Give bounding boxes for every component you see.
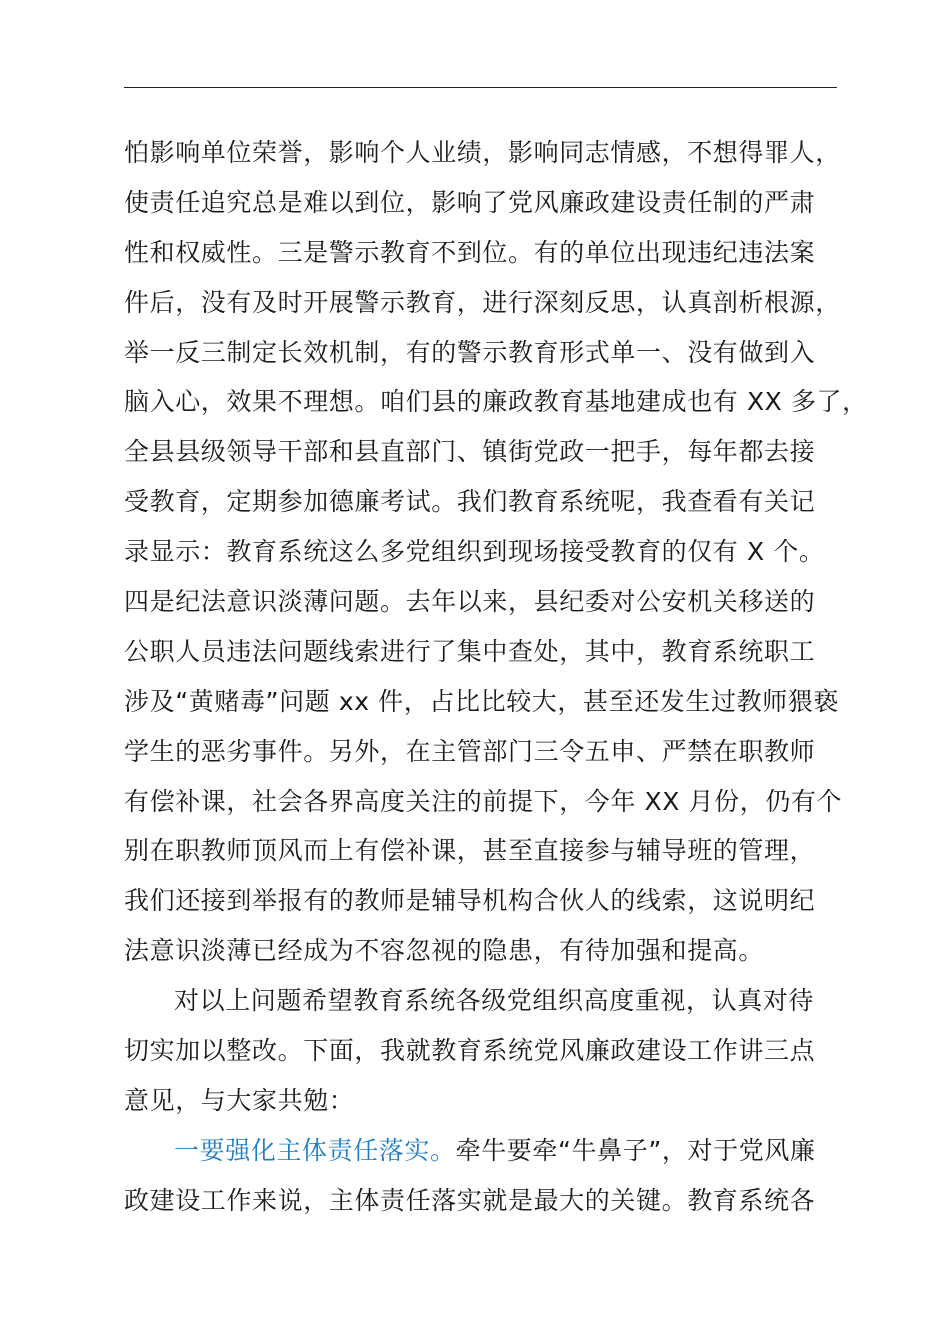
body-text	[124, 128, 868, 1226]
text-line: 我们还接到举报有的教师是辅导机构合伙人的线索，这说明纪	[124, 886, 816, 916]
text-line: 脑入心，效果不理想。咱们县的廉政教育基地建成也有 XX 多了，	[124, 387, 868, 417]
paragraph-line: 对以上问题希望教育系统各级党组织高度重视，认真对待	[174, 986, 815, 1016]
text-line: 有偿补课，社会各界高度关注的前提下，今年 XX 月份，仍有个	[124, 786, 843, 816]
text-line: 怕影响单位荣誉，影响个人业绩，影响同志情感，不想得罪人，	[124, 138, 841, 167]
text-line: 法意识淡薄已经成为不容忽视的隐患，有待加强和提高。	[124, 936, 765, 966]
section-heading: 一要强化主体责任落实。	[174, 1135, 456, 1165]
text-line: 录显示：教育系统这么多党组织到现场接受教育的仅有 X 个。	[124, 537, 825, 567]
paragraph-line	[124, 1126, 864, 1176]
text-line: 性和权威性。三是警示教育不到位。有的单位出现违纪违法案	[124, 237, 816, 267]
paragraph-line: 政建设工作来说，主体责任落实就是最大的关键。教育系统各	[124, 1185, 816, 1215]
header-rule	[124, 87, 837, 88]
paragraph-line: 意见，与大家共勉：	[124, 1085, 355, 1115]
paragraph-line: 切实加以整改。下面，我就教育系统党风廉政建设工作讲三点	[124, 1036, 816, 1066]
text-line: 使责任追究总是难以到位，影响了党风廉政建设责任制的严肃	[124, 187, 816, 217]
text-line: 公职人员违法问题线索进行了集中查处，其中，教育系统职工	[124, 636, 816, 666]
text-line: 涉及“黄赌毒”问题 xx 件，占比比较大，甚至还发生过教师猥亵	[124, 686, 839, 716]
text-line: 全县县级领导干部和县直部门、镇街党政一把手，每年都去接	[124, 437, 816, 467]
text-line: 别在职教师顶风而上有偿补课，甚至直接参与辅导班的管理，	[124, 836, 816, 866]
text-line: 件后，没有及时开展警示教育，进行深刻反思，认真剖析根源，	[124, 287, 841, 317]
text-line: 受教育，定期参加德廉考试。我们教育系统呢，我查看有关记	[124, 487, 816, 517]
text-line: 举一反三制定长效机制，有的警示教育形式单一、没有做到入	[124, 337, 816, 367]
section-heading-continuation: 牵牛要牵“牛鼻子”，对于党风廉	[455, 1135, 816, 1165]
text-line: 学生的恶劣事件。另外，在主管部门三令五申、严禁在职教师	[124, 736, 816, 766]
text-line: 四是纪法意识淡薄问题。去年以来，县纪委对公安机关移送的	[124, 587, 816, 617]
